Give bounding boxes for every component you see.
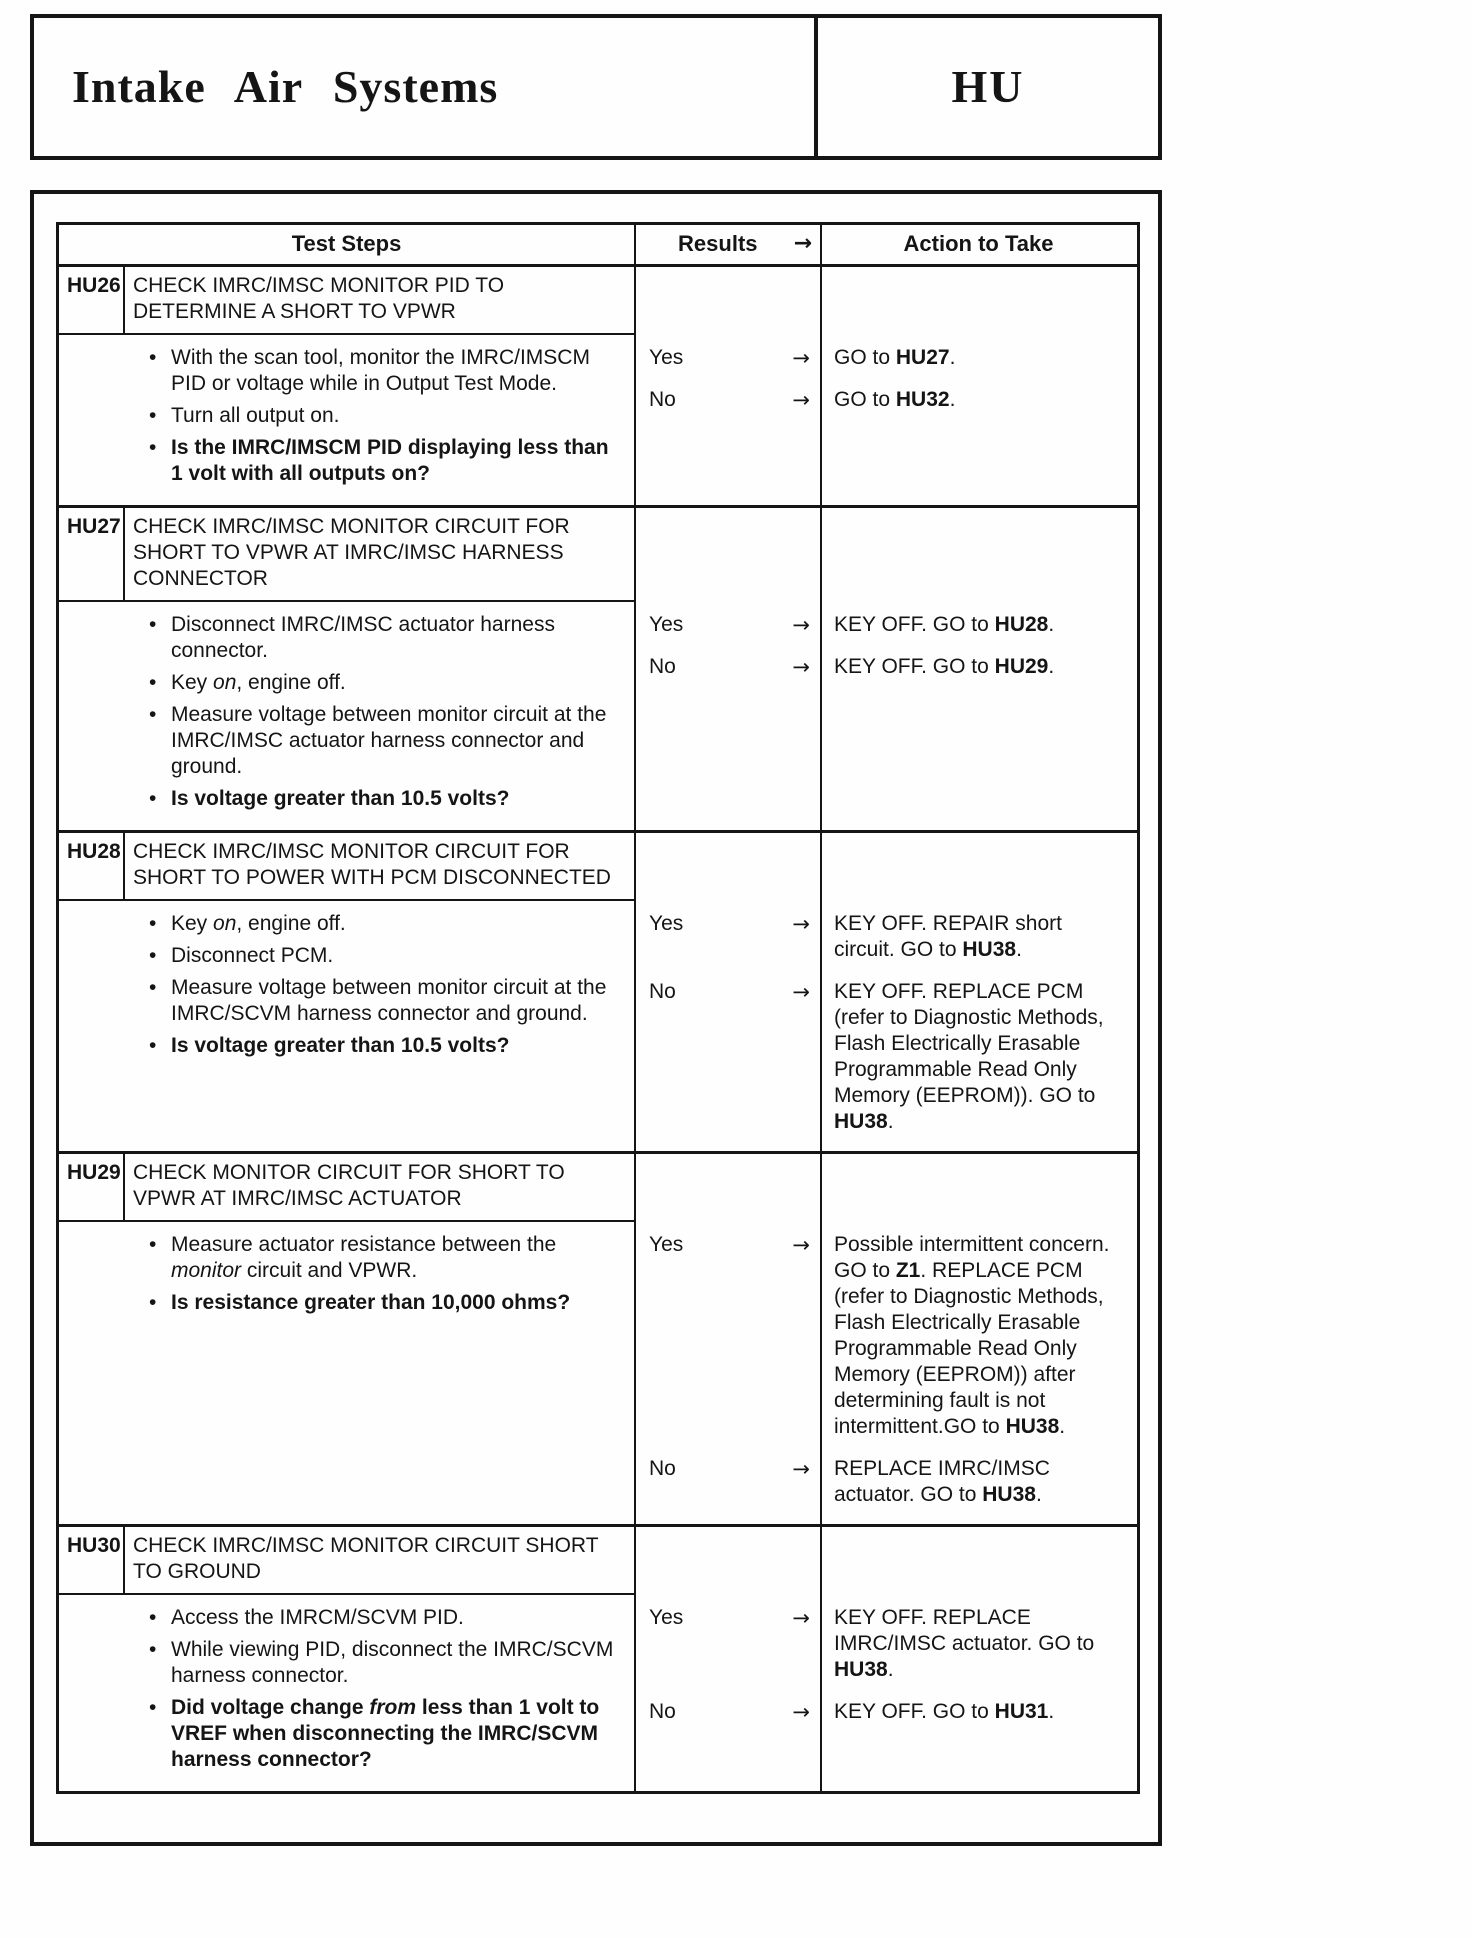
text-segment: HU32 — [895, 388, 950, 411]
arrow-icon: → — [792, 1700, 810, 1724]
text-segment: Access the IMRCM/SCVM PID. — [171, 1606, 464, 1629]
step-bullet-item — [143, 943, 618, 969]
step-bullet-item — [143, 670, 618, 696]
text-segment: . — [1016, 938, 1022, 961]
text-segment: KEY OFF. REPLACE PCM (refer to Diagnostic Methods, Flash Electrically Erasable Programmable Read Only Memory (EEPROM)). GO to — [834, 980, 1104, 1107]
diagnostic-table-container — [30, 190, 1162, 1846]
arrow-icon: → — [792, 1233, 810, 1257]
test-step-row — [59, 830, 1137, 1151]
text-segment: GO to — [834, 346, 896, 369]
result-label-row — [634, 1699, 820, 1725]
text-segment: . — [887, 1658, 894, 1681]
step-id: HU30 — [59, 1527, 125, 1593]
text-segment: , engine off. — [236, 671, 346, 694]
text-segment: Is the IMRC/IMSCM PID displaying less than 1 volt with all outputs on? — [171, 436, 609, 485]
text-segment: HU28 — [994, 613, 1049, 636]
column-divider — [820, 1154, 822, 1524]
text-segment: Z1 — [895, 1259, 921, 1282]
text-segment: circuit and VPWR. — [241, 1259, 418, 1282]
text-segment: on — [213, 671, 237, 694]
result-label-row — [634, 654, 820, 680]
result-label: No — [649, 655, 676, 678]
result-label-row — [634, 1232, 820, 1440]
step-title-band — [59, 1154, 634, 1222]
arrow-icon: → — [792, 912, 810, 936]
step-bullet-item — [143, 403, 618, 429]
text-segment: KEY OFF. GO to — [834, 1700, 995, 1723]
action-cell — [820, 387, 1137, 413]
result-label-row — [634, 387, 820, 413]
step-bullet-item — [143, 1637, 618, 1689]
text-segment: Is voltage greater than 10.5 volts? — [171, 787, 510, 810]
result-label-row — [634, 612, 820, 638]
step-bullet-list — [59, 1605, 624, 1773]
test-step-row — [59, 1524, 1137, 1791]
step-title-band — [59, 267, 634, 335]
step-bullet-list — [59, 345, 624, 487]
step-bullet-item — [143, 435, 618, 487]
result-label: Yes — [649, 1606, 684, 1629]
text-segment: . — [1048, 1700, 1055, 1723]
text-segment: . — [887, 1110, 894, 1133]
action-cell — [820, 654, 1137, 680]
results-action-grid — [634, 335, 1137, 505]
result-label-row — [634, 1456, 820, 1508]
column-divider — [634, 225, 636, 264]
table-header-row — [59, 225, 1137, 267]
text-segment: HU38 — [962, 938, 1017, 961]
action-cell — [820, 612, 1137, 638]
column-divider — [820, 267, 822, 505]
column-divider — [634, 833, 636, 1151]
text-segment: Measure actuator resistance between the — [171, 1233, 557, 1256]
test-step-row — [59, 1151, 1137, 1524]
text-segment: monitor — [171, 1259, 242, 1282]
arrow-icon: → — [792, 1457, 810, 1481]
result-label: No — [649, 1457, 676, 1480]
text-segment: Disconnect IMRC/IMSC actuator harness connector. — [171, 613, 555, 662]
arrow-icon: → — [792, 613, 810, 637]
step-bullet-list — [59, 911, 624, 1059]
arrow-icon: → — [792, 346, 810, 370]
arrow-icon: → — [792, 388, 810, 412]
step-bullet-item — [143, 911, 618, 937]
step-id: HU29 — [59, 1154, 125, 1220]
text-segment: REPLACE IMRC/IMSC actuator. GO to — [834, 1457, 1050, 1506]
text-segment: on — [213, 912, 237, 935]
step-bullet-item — [143, 975, 618, 1027]
step-bullet-list — [59, 1232, 624, 1316]
column-divider — [634, 1154, 636, 1524]
action-cell — [820, 1605, 1137, 1683]
arrow-icon: → — [792, 1606, 810, 1630]
result-label-row — [634, 1605, 820, 1683]
text-segment: . REPLACE PCM (refer to Diagnostic Methods, Flash Electrically Erasable Programmable Read Only Memory (EEPROM)) after determining fault is not intermittent.GO to — [834, 1259, 1104, 1438]
step-procedure — [59, 602, 634, 830]
text-segment: . — [1048, 655, 1055, 678]
step-bullet-item — [143, 1290, 618, 1316]
step-id: HU27 — [59, 508, 125, 600]
step-title: CHECK IMRC/IMSC MONITOR CIRCUIT SHORT TO GROUND — [133, 1534, 599, 1583]
column-header-test-steps: Test Steps — [291, 231, 402, 256]
text-segment: KEY OFF. GO to — [834, 655, 995, 678]
step-bullet-list — [59, 612, 624, 812]
table-body — [59, 267, 1137, 1791]
results-action-grid — [634, 602, 1137, 830]
step-title: CHECK IMRC/IMSC MONITOR PID TO DETERMINE A SHORT TO VPWR — [133, 274, 505, 323]
text-segment: . — [949, 346, 956, 369]
text-segment: . — [949, 388, 956, 411]
column-divider — [820, 833, 822, 1151]
text-segment: While viewing PID, disconnect the IMRC/SCVM harness connector. — [171, 1638, 614, 1687]
text-segment: Did voltage change — [171, 1696, 370, 1719]
result-label: No — [649, 388, 676, 411]
text-segment: Measure voltage between monitor circuit at the IMRC/SCVM harness connector and ground. — [171, 976, 607, 1025]
text-segment: KEY OFF. REPLACE IMRC/IMSC actuator. GO to — [834, 1606, 1095, 1655]
action-cell — [820, 1699, 1137, 1725]
text-segment: from — [369, 1696, 417, 1719]
text-segment: HU29 — [994, 655, 1049, 678]
step-procedure — [59, 901, 634, 1151]
text-segment: Is voltage greater than 10.5 volts? — [171, 1034, 510, 1057]
result-label: No — [649, 980, 676, 1003]
test-step-row — [59, 267, 1137, 505]
diagnostic-table — [56, 222, 1140, 1794]
step-procedure — [59, 1222, 634, 1524]
column-header-action: Action to Take — [903, 231, 1054, 256]
step-bullet-item — [143, 1033, 618, 1059]
text-segment: KEY OFF. REPAIR short circuit. GO to — [834, 912, 1062, 961]
results-action-grid — [634, 1222, 1137, 1524]
result-label-row — [634, 911, 820, 963]
text-segment: less than 1 volt to VREF when disconnecting the IMRC/SCVM harness connector? — [171, 1696, 600, 1771]
step-bullet-item — [143, 786, 618, 812]
page-header — [30, 14, 1162, 160]
step-bullet-item — [143, 612, 618, 664]
text-segment: Possible intermittent concern. GO to — [834, 1233, 1110, 1282]
result-label: Yes — [649, 346, 684, 369]
column-divider — [820, 225, 822, 264]
page-title: Intake Air Systems — [72, 61, 499, 112]
text-segment: HU31 — [994, 1700, 1049, 1723]
text-segment: Key — [171, 671, 214, 694]
result-label: Yes — [649, 613, 684, 636]
result-label: No — [649, 1700, 676, 1723]
step-title-band — [59, 1527, 634, 1595]
results-action-grid — [634, 901, 1137, 1151]
text-segment: HU38 — [834, 1658, 888, 1681]
step-bullet-item — [143, 1695, 618, 1773]
column-divider — [820, 508, 822, 830]
step-bullet-item — [143, 702, 618, 780]
action-cell — [820, 345, 1137, 371]
text-segment: . — [1048, 613, 1055, 636]
section-code: HU — [951, 61, 1025, 112]
step-title: CHECK IMRC/IMSC MONITOR CIRCUIT FOR SHORT TO POWER WITH PCM DISCONNECTED — [133, 840, 611, 889]
step-bullet-item — [143, 345, 618, 397]
column-divider — [634, 508, 636, 830]
column-divider — [634, 1527, 636, 1791]
step-id: HU28 — [59, 833, 125, 899]
column-divider — [634, 267, 636, 505]
step-title: CHECK MONITOR CIRCUIT FOR SHORT TO VPWR AT IMRC/IMSC ACTUATOR — [133, 1161, 565, 1210]
step-bullet-item — [143, 1605, 618, 1631]
arrow-icon: → — [793, 231, 812, 256]
step-title: CHECK IMRC/IMSC MONITOR CIRCUIT FOR SHORT TO VPWR AT IMRC/IMSC HARNESS CONNECTOR — [133, 515, 570, 590]
step-bullet-item — [143, 1232, 618, 1284]
results-action-grid — [634, 1595, 1137, 1791]
step-title-band — [59, 508, 634, 602]
section-code-cell — [818, 18, 1158, 156]
arrow-icon: → — [792, 655, 810, 679]
column-header-results-label: Results — [678, 231, 758, 256]
column-divider — [820, 1527, 822, 1791]
text-segment: . — [1059, 1415, 1066, 1438]
column-header-results — [634, 225, 820, 264]
text-segment: HU38 — [982, 1483, 1036, 1506]
text-segment: Turn all output on. — [171, 404, 340, 427]
step-title-band — [59, 833, 634, 901]
text-segment: GO to — [834, 388, 896, 411]
text-segment: . — [1035, 1483, 1042, 1506]
result-label-row — [634, 345, 820, 371]
result-label: Yes — [649, 912, 684, 935]
step-procedure — [59, 1595, 634, 1791]
text-segment: KEY OFF. GO to — [834, 613, 995, 636]
result-label: Yes — [649, 1233, 684, 1256]
arrow-icon: → — [792, 980, 810, 1004]
action-cell — [820, 1456, 1137, 1508]
text-segment: HU27 — [895, 346, 950, 369]
action-cell — [820, 1232, 1137, 1440]
action-cell — [820, 979, 1137, 1135]
action-cell — [820, 911, 1137, 963]
page-title-cell — [34, 18, 818, 156]
text-segment: Measure voltage between monitor circuit at the IMRC/IMSC actuator harness connector and ground. — [171, 703, 607, 778]
text-segment: HU38 — [1005, 1415, 1060, 1438]
text-segment: HU38 — [834, 1110, 888, 1133]
text-segment: Disconnect PCM. — [171, 944, 334, 967]
result-label-row — [634, 979, 820, 1135]
text-segment: With the scan tool, monitor the IMRC/IMSCM PID or voltage while in Output Test Mode. — [171, 346, 590, 395]
text-segment: Is resistance greater than 10,000 ohms? — [171, 1291, 571, 1314]
step-procedure — [59, 335, 634, 505]
text-segment: Key — [171, 912, 214, 935]
test-step-row — [59, 505, 1137, 830]
text-segment: , engine off. — [236, 912, 346, 935]
step-id: HU26 — [59, 267, 125, 333]
